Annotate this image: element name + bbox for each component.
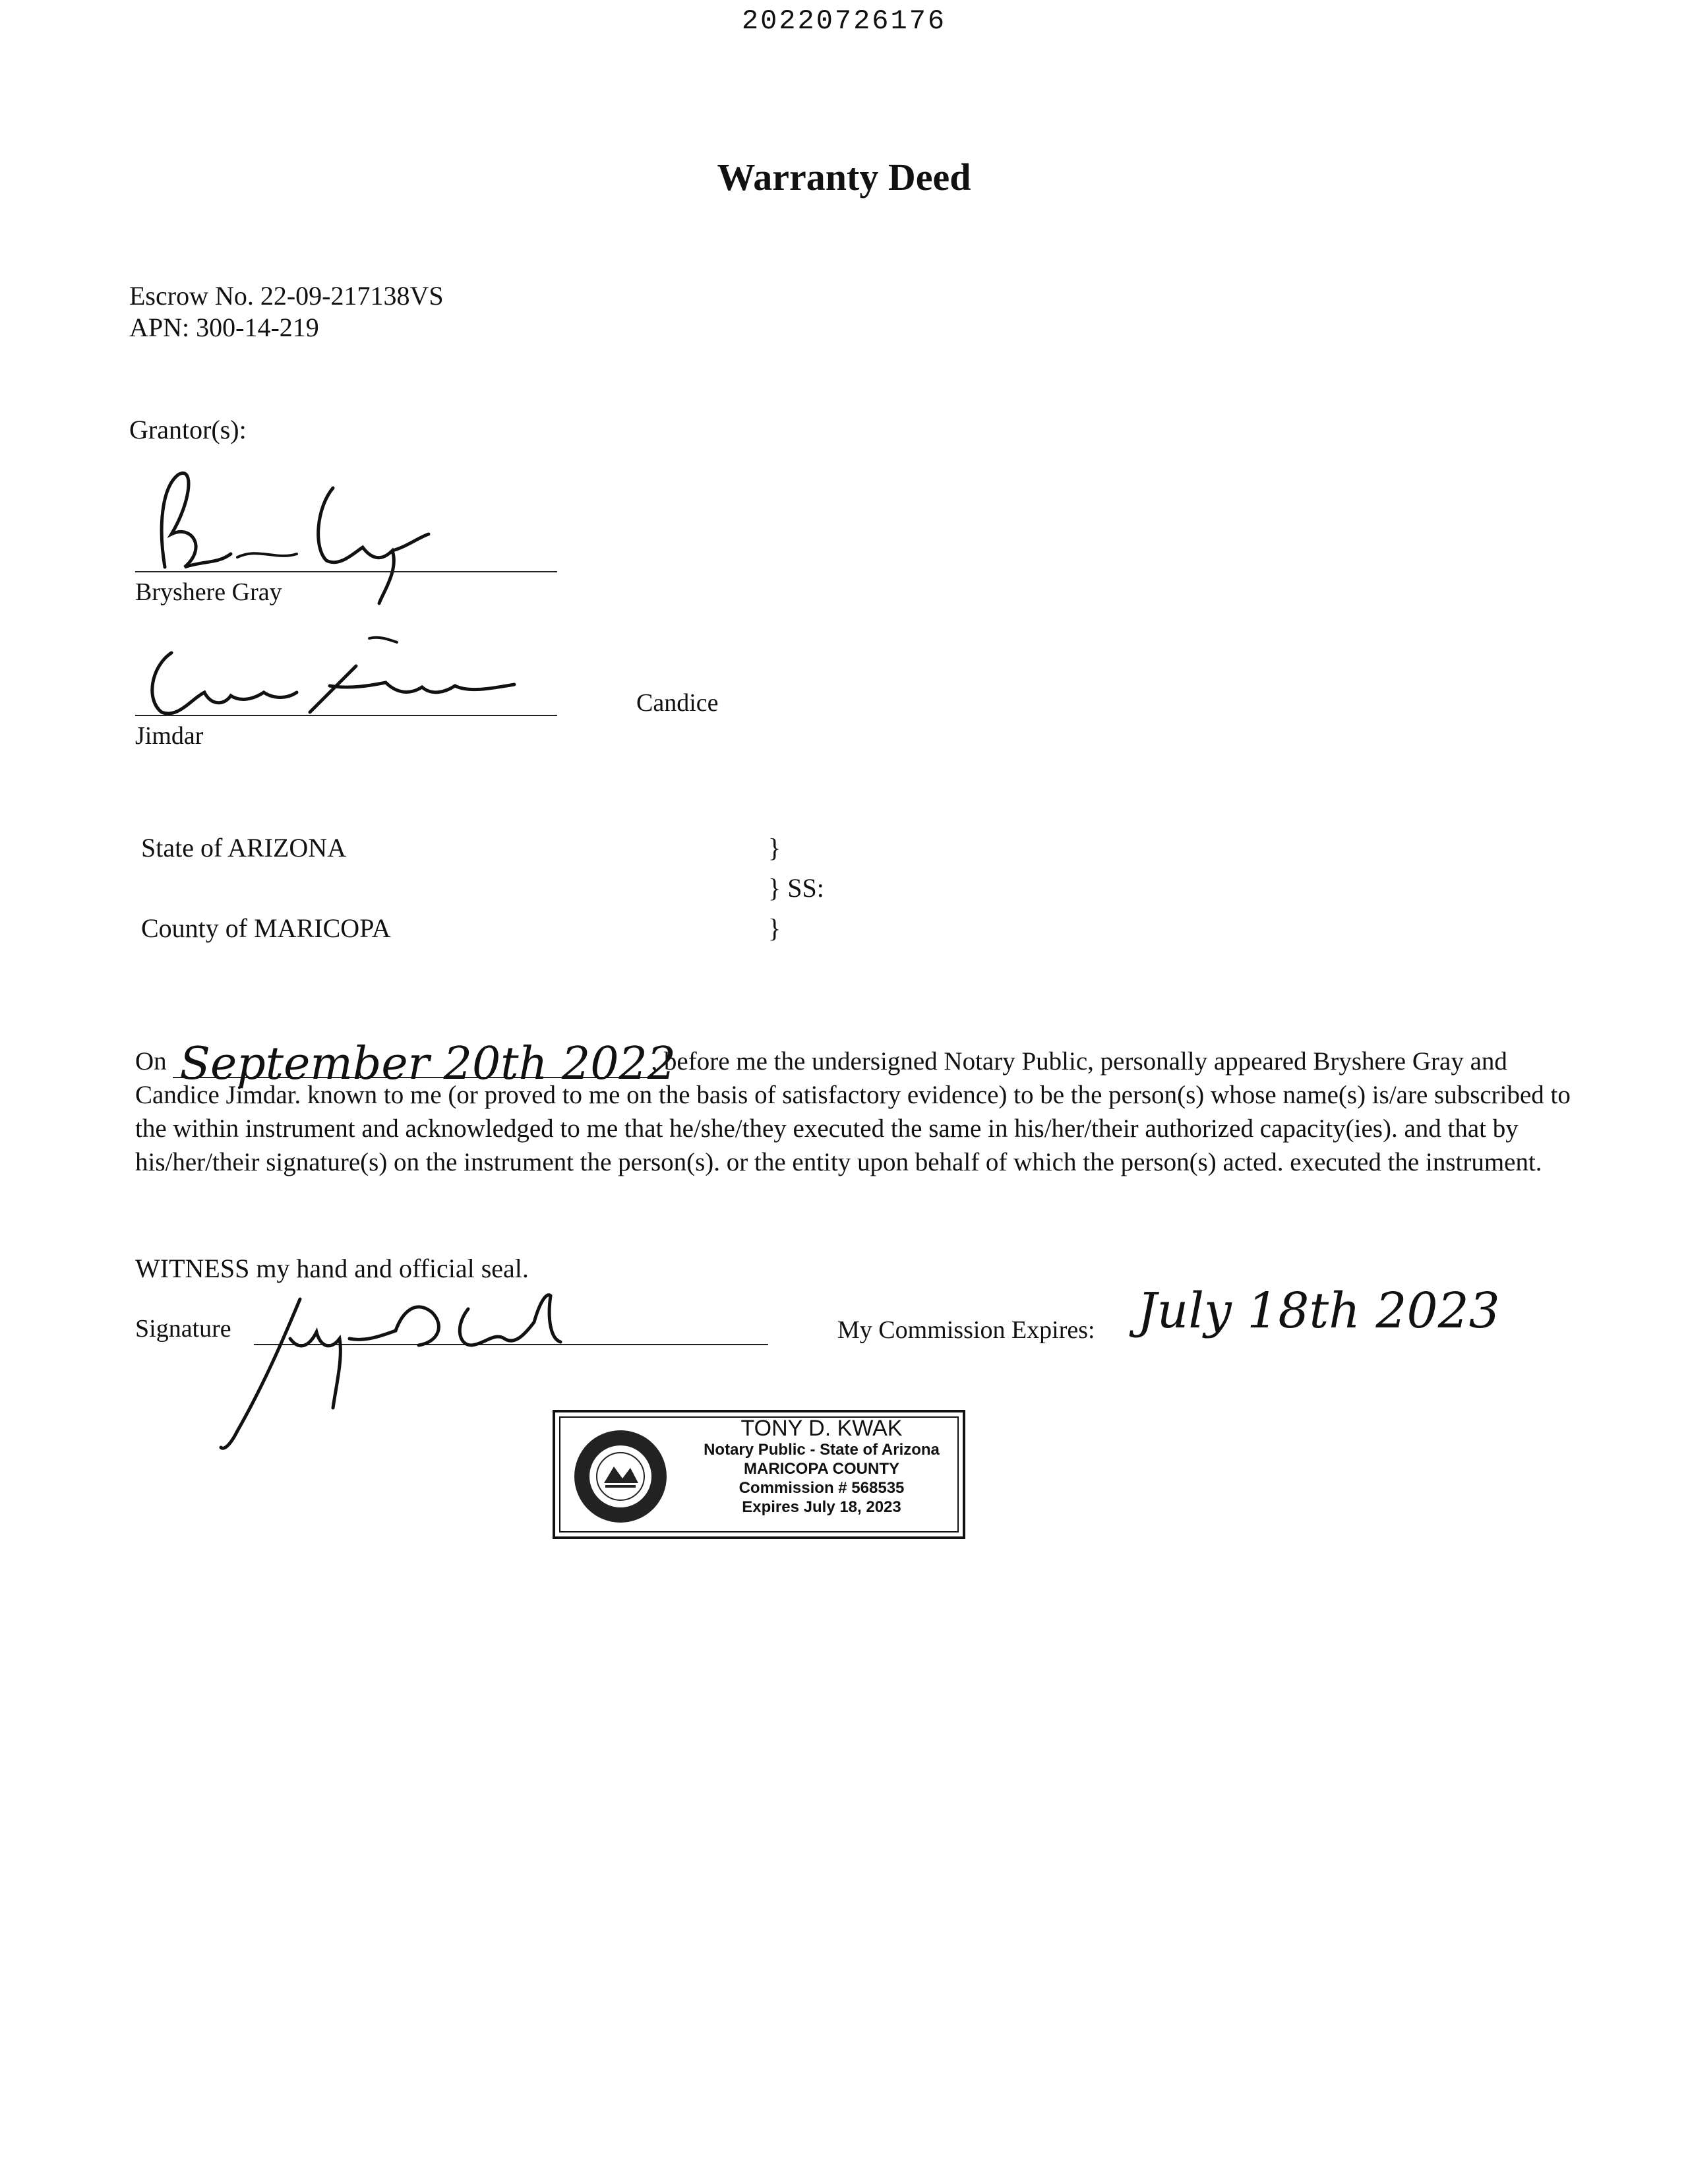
stamp-county: MARICOPA COUNTY (744, 1460, 899, 1478)
ack-date-field (173, 1038, 677, 1090)
grantor2-name-first: Candice (636, 689, 719, 717)
county-label: County of MARICOPA (141, 913, 391, 943)
stamp-commission-number: Commission # 568535 (738, 1479, 905, 1497)
state-seal-icon (571, 1427, 670, 1526)
venue-brace-top: } (768, 833, 781, 863)
apn-number: APN: 300-14-219 (129, 313, 319, 342)
ack-text: , before me the undersigned Notary Public, personally appeared Bryshere Gray and Candice Jimdar. known to me (or proved to me on the basis of satisfactory evidence) to be the person(s) whose name(s) is/are subscribed to the within instrument and acknowledged to me that he/she/they executed the same in his/her/their authorized capacity(ies). and that by his/her/their signature(s) on the instrument the person(s). or the entity upon behalf of which the person(s) acted. executed the instrument. (135, 1047, 1571, 1176)
grantor1-name: Bryshere Gray (135, 578, 282, 606)
commission-date-handwritten: July 18th 2023 (1137, 1283, 1500, 1339)
grantor1-signature-line (135, 571, 557, 572)
venue-ss: } SS: (768, 873, 824, 903)
commission-label: My Commission Expires: (837, 1316, 1095, 1344)
witness-text: WITNESS my hand and official seal. (135, 1254, 529, 1283)
ack-on: On (135, 1047, 167, 1076)
acknowledgment-paragraph (135, 1038, 1573, 1179)
ack-date-handwritten: September 20th 2022 (179, 1038, 677, 1090)
document-title: Warranty Deed (717, 156, 971, 198)
stamp-expiration: Expires July 18, 2023 (742, 1498, 901, 1516)
stamp-text-block (687, 1416, 956, 1517)
venue-brace-bottom: } (768, 913, 781, 943)
grantor2-name-last: Jimdar (135, 722, 204, 750)
stamp-title: Notary Public - State of Arizona (704, 1441, 940, 1459)
grantors-label: Grantor(s): (129, 415, 247, 444)
stamp-notary-name: TONY D. KWAK (740, 1416, 903, 1441)
signature-label: Signature (135, 1315, 231, 1343)
grantor2-signature-line (135, 715, 557, 716)
notary-stamp (553, 1410, 965, 1539)
recording-number: 20220726176 (741, 5, 947, 37)
state-label: State of ARIZONA (141, 833, 347, 863)
escrow-number: Escrow No. 22-09-217138VS (129, 281, 444, 311)
